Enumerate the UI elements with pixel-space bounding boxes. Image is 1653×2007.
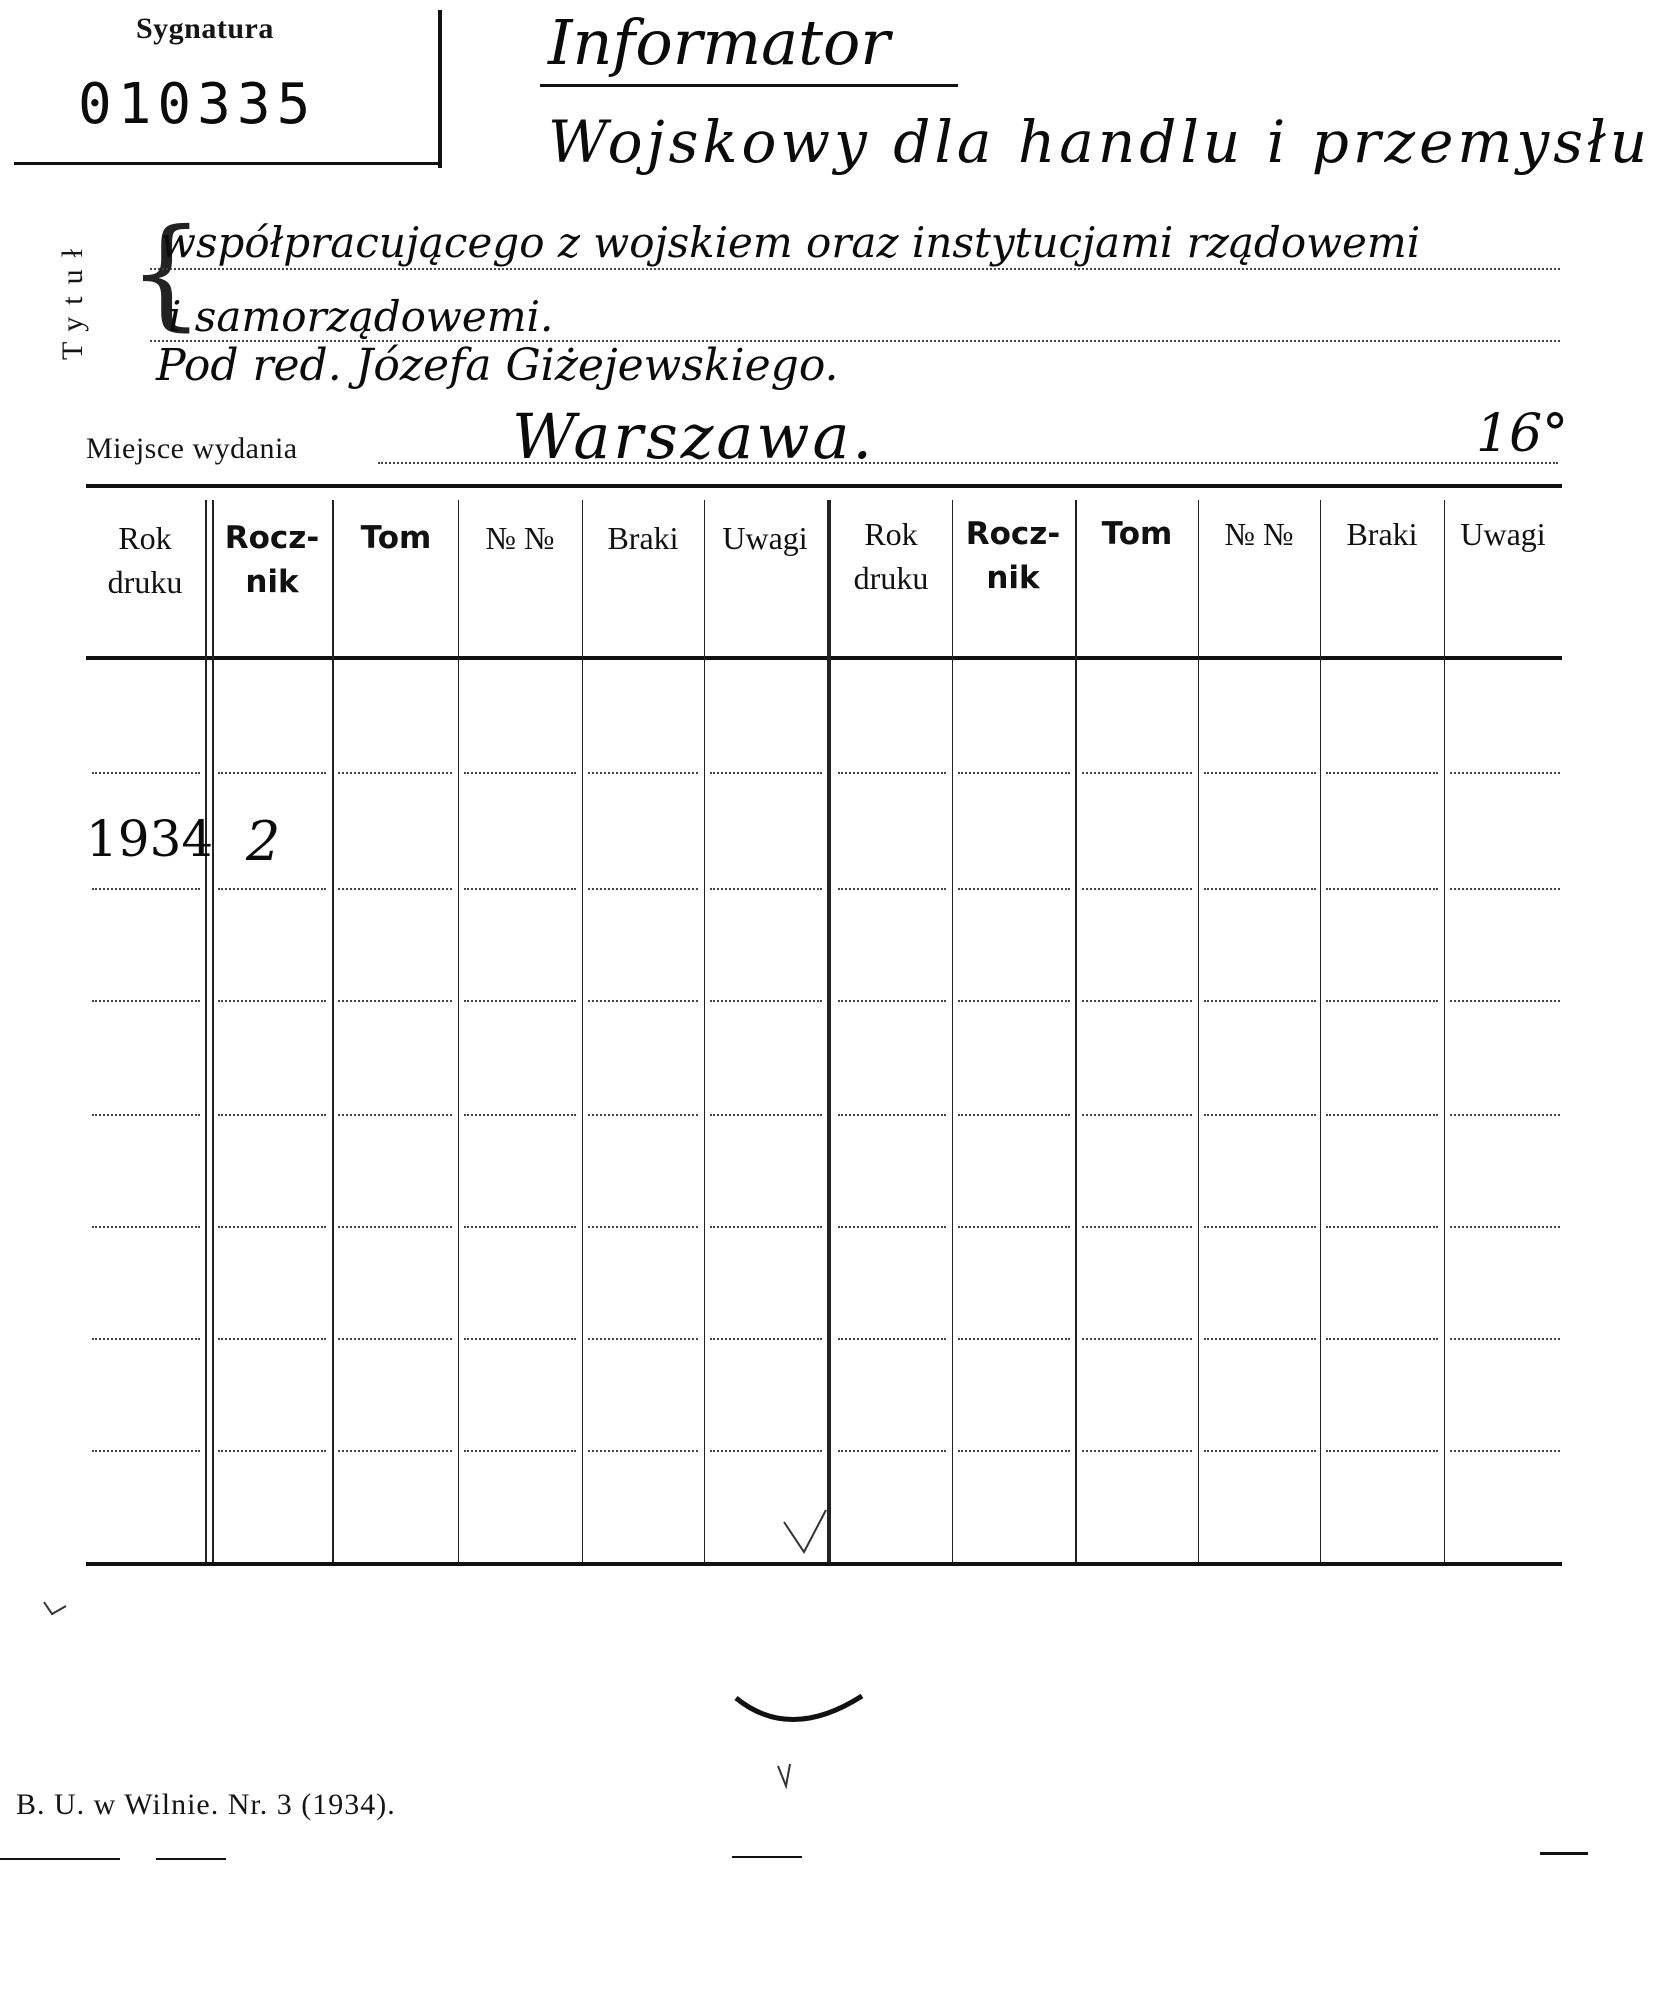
footer-dash-left-2 [156,1858,226,1860]
row-dotline [218,1450,326,1452]
row-dotline [338,1000,452,1002]
header-rok-druku: Rok druku [107,520,183,600]
row-dotline [92,1338,200,1340]
row-dotline [1204,1338,1316,1340]
row-dotline [218,1226,326,1228]
row-dotline [338,888,452,890]
row-dotline [464,1338,576,1340]
table-top-rule [86,484,1562,488]
footer-dash-mid [732,1856,802,1858]
row-dotline [1082,1114,1192,1116]
row-dotline [1326,1114,1438,1116]
row-dotline [338,1114,452,1116]
header-rok-druku-2: Rok druku [853,516,929,596]
title-line-5: Pod red. Józefa Giżejewskiego. [156,340,839,391]
header-tom: Tom [360,520,432,556]
row-dotline [588,1000,698,1002]
header-braki: Braki [607,520,679,556]
col-line-3 [458,500,459,1562]
row-dotline [1204,1226,1316,1228]
row-dotline [1450,1338,1560,1340]
row-dotline [958,1114,1070,1116]
row-dotline [464,888,576,890]
sygnatura-label: Sygnatura [136,12,274,45]
row-dotline [1204,1450,1316,1452]
row-dotline [464,1000,576,1002]
row-dotline [838,1338,946,1340]
row-dotline [838,1000,946,1002]
row-dotline [92,888,200,890]
row-dotline [1326,1338,1438,1340]
row-dotline [218,1000,326,1002]
row-dotline [92,1226,200,1228]
format-value: 16° [1476,404,1569,464]
check-mark-icon [40,1596,70,1620]
header-rocznik-2: Rocz- nik [965,516,1061,596]
footer-imprint: B. U. w Wilnie. Nr. 3 (1934). [16,1788,396,1821]
row-dotline [1082,1338,1192,1340]
header-numery: № № [485,520,555,556]
row-dotline [1450,888,1560,890]
table-header-rule [86,656,1562,660]
check-mark-icon [780,1506,840,1562]
sygnatura-underline [14,162,438,165]
row-dotline [958,772,1070,774]
check-mark-icon [772,1760,802,1790]
header-numery-2: № № [1224,516,1294,552]
header-tom-2: Tom [1101,516,1173,552]
col-line-4 [582,500,583,1562]
row-dotline [218,888,326,890]
row-dotline [92,1000,200,1002]
row-dotline [710,1114,822,1116]
tytul-side-label: Tytuł [56,237,89,360]
row-dotline [588,888,698,890]
row-dotline [1326,1226,1438,1228]
row-dotline [1204,1114,1316,1116]
row-dotline [958,1000,1070,1002]
row-dotline [838,888,946,890]
row-dotline [588,1338,698,1340]
row-dotline [464,772,576,774]
row-dotline [838,1226,946,1228]
row-dotline [338,772,452,774]
row-dotline [1450,1114,1560,1116]
table-bottom-rule [86,1562,1562,1566]
header-rocznik: Rocz- nik [224,520,320,600]
row-dotline [588,1450,698,1452]
row-dotline [710,888,822,890]
row-dotline [1082,772,1192,774]
row-dotline [958,888,1070,890]
row-dotline [588,1114,698,1116]
tytul-bracket: { [128,204,205,343]
row-dotline [588,1226,698,1228]
row-dotline [338,1226,452,1228]
row-dotline [1082,1450,1192,1452]
row-dotline [710,1338,822,1340]
row-dotline [1326,1000,1438,1002]
row-dotline [92,1450,200,1452]
row-dotline [710,1226,822,1228]
col-line-2 [332,500,334,1562]
col-line-7 [952,500,953,1562]
row-dotline [1082,1226,1192,1228]
row-dotline [464,1114,576,1116]
row-dotline [838,772,946,774]
row-dotline [1450,1226,1560,1228]
col-line-1b [212,500,214,1562]
row-dotline [1204,1000,1316,1002]
header-uwagi-2: Uwagi [1460,516,1546,552]
entry-rok-druku: 1934 [86,810,214,868]
footer-dash-left [0,1858,120,1860]
row-dotline [1450,772,1560,774]
col-line-8 [1075,500,1077,1562]
col-line-11 [1444,500,1445,1562]
row-dotline [338,1338,452,1340]
row-dotline [1326,772,1438,774]
row-dotline [710,1450,822,1452]
col-line-5 [704,500,705,1562]
row-dotline [92,772,200,774]
row-dotline [218,772,326,774]
title-dotline-1 [150,268,1560,270]
sygnatura-value: 010335 [78,72,317,137]
title-line-2: Wojskowy dla handlu i przemysłu [548,108,1652,176]
row-dotline [838,1450,946,1452]
row-dotline [338,1450,452,1452]
row-dotline [588,772,698,774]
row-dotline [710,772,822,774]
title-line-1: Informator [548,6,890,79]
title-line-4: i samorządowemi. [168,292,554,341]
row-dotline [1204,772,1316,774]
row-dotline [710,1000,822,1002]
row-dotline [958,1226,1070,1228]
row-dotline [1326,888,1438,890]
footer-dash-right [1540,1852,1588,1855]
col-line-10 [1320,500,1321,1562]
row-dotline [958,1450,1070,1452]
title-line-3: współpracującego z wojskiem oraz instytucjami rządowemi [160,218,1421,267]
row-dotline [218,1114,326,1116]
row-dotline [464,1226,576,1228]
place-label: Miejsce wydania [86,432,298,465]
col-line-mid [827,500,831,1562]
header-uwagi: Uwagi [722,520,808,556]
row-dotline [1082,1000,1192,1002]
row-dotline [92,1114,200,1116]
row-dotline [1450,1450,1560,1452]
row-dotline [1082,888,1192,890]
row-dotline [1450,1000,1560,1002]
row-dotline [218,1338,326,1340]
entry-rocznik: 2 [246,810,281,873]
row-dotline [958,1338,1070,1340]
header-braki-2: Braki [1346,516,1418,552]
col-line-9 [1198,500,1199,1562]
row-dotline [838,1114,946,1116]
row-dotline [1326,1450,1438,1452]
place-value: Warszawa. [512,400,876,473]
row-dotline [1204,888,1316,890]
curve-mark-icon [730,1690,870,1750]
title-underline [540,84,958,87]
col-line-1a [205,500,207,1562]
row-dotline [464,1450,576,1452]
sygnatura-divider [438,10,442,168]
